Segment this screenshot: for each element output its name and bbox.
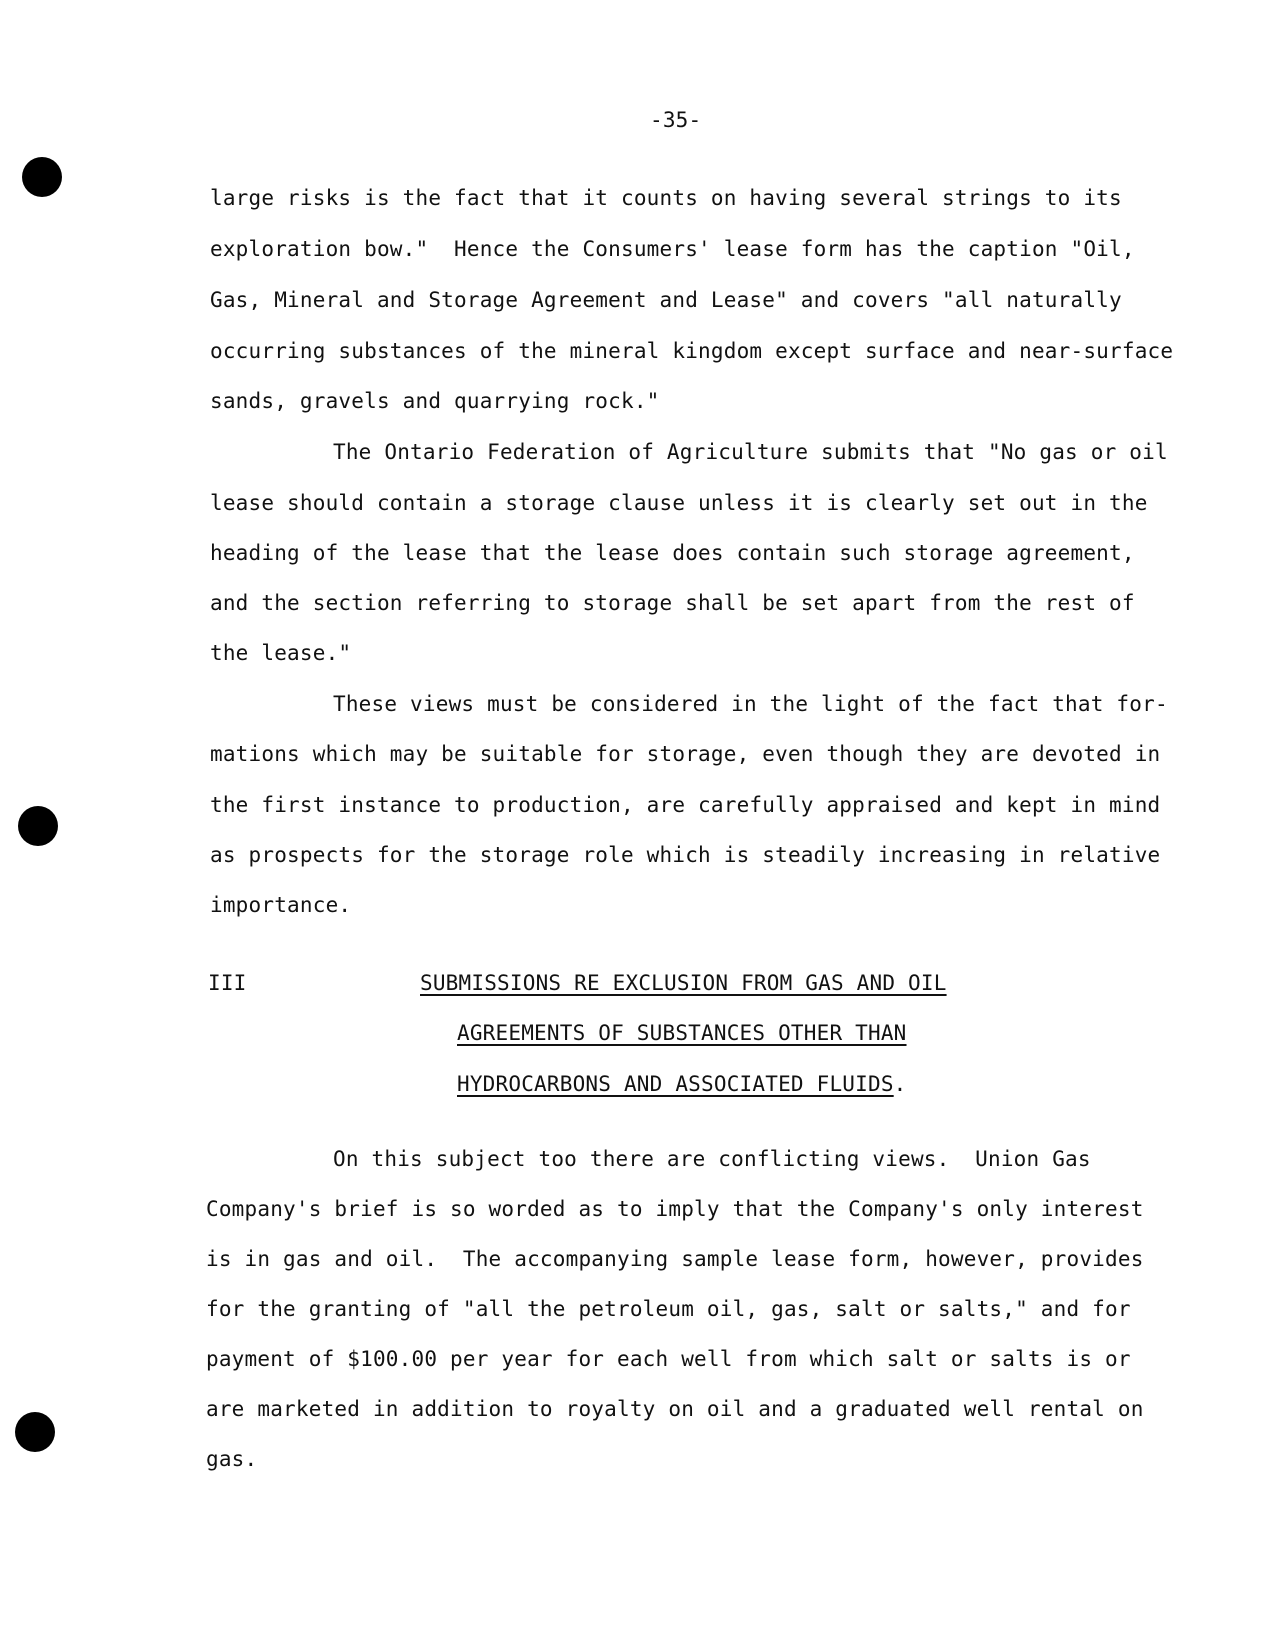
paragraph-3-line: These views must be considered in the light of the fact that for- [333,692,1168,716]
paragraph-1-line: Gas, Mineral and Storage Agreement and Lease" and covers "all naturally [210,288,1122,312]
paragraph-4-line: payment of $100.00 per year for each well from which salt or salts is or [206,1347,1131,1371]
section-heading [457,1071,907,1097]
section-heading [420,970,947,996]
paragraph-3-line: as prospects for the storage role which is steadily increasing in relative [210,843,1161,867]
paragraph-4-line: gas. [206,1447,258,1471]
paragraph-1-line: sands, gravels and quarrying rock." [210,389,660,413]
paragraph-4-line: are marketed in addition to royalty on oil and a graduated well rental on [206,1397,1144,1421]
section-heading-line: HYDROCARBONS AND ASSOCIATED FLUIDS [457,1072,894,1096]
paragraph-2-line: the lease." [210,641,352,665]
paragraph-2-line: heading of the lease that the lease does contain such storage agreement, [210,541,1135,565]
section-heading [457,1020,907,1046]
paragraph-3-line: importance. [210,893,352,917]
section-number: III [208,971,247,995]
paragraph-1-line: occurring substances of the mineral kingdom except surface and near-surface [210,339,1174,363]
section-heading-period: . [893,1072,907,1096]
paragraph-2-line: The Ontario Federation of Agriculture submits that "No gas or oil [333,440,1168,464]
paragraph-4-line: is in gas and oil. The accompanying sample lease form, however, provides [206,1247,1144,1271]
paragraph-1-line: large risks is the fact that it counts on having several strings to its [210,186,1122,210]
section-heading-line: AGREEMENTS OF SUBSTANCES OTHER THAN [457,1021,907,1045]
paragraph-1-line: exploration bow." Hence the Consumers' lease form has the caption "Oil, [210,237,1135,261]
paragraph-3-line: the first instance to production, are carefully appraised and kept in mind [210,793,1161,817]
punch-hole-top [22,157,62,197]
paragraph-2-line: lease should contain a storage clause unless it is clearly set out in the [210,491,1148,515]
paragraph-4-line: On this subject too there are conflicting views. Union Gas [333,1147,1091,1171]
paragraph-4-line: Company's brief is so worded as to imply that the Company's only interest [206,1197,1144,1221]
paragraph-2-line: and the section referring to storage shall be set apart from the rest of [210,591,1135,615]
punch-hole-bottom [15,1412,55,1452]
page-number: -35- [650,108,702,132]
section-heading-line: SUBMISSIONS RE EXCLUSION FROM GAS AND OIL [420,971,947,995]
paragraph-3-line: mations which may be suitable for storage, even though they are devoted in [210,742,1161,766]
punch-hole-middle [18,806,58,846]
paragraph-4-line: for the granting of "all the petroleum oil, gas, salt or salts," and for [206,1297,1131,1321]
